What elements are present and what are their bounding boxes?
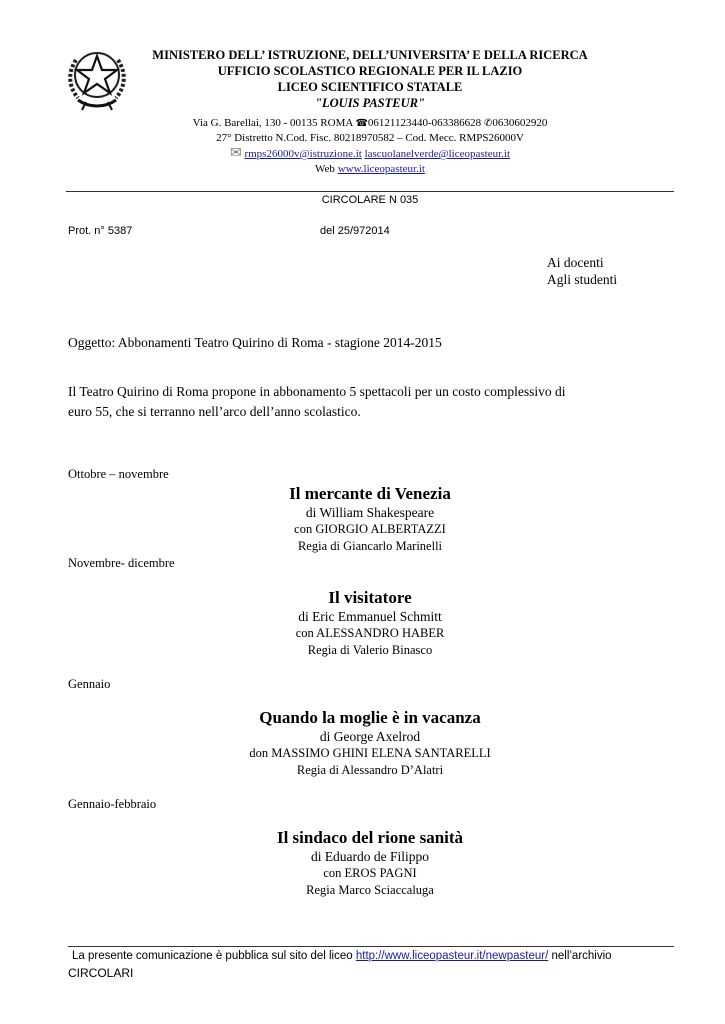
footer-archive: CIRCOLARI	[68, 966, 134, 980]
fax-icon: ✆	[483, 118, 493, 129]
show-author: di Eric Emmanuel Schmitt	[298, 609, 442, 624]
ministry-line: MINISTERO DELL’ ISTRUZIONE, DELL’UNIVERSITA’ E DELLA RICERCA	[152, 48, 588, 62]
header-divider	[66, 191, 674, 192]
show-author: di George Axelrod	[319, 729, 421, 744]
footer-notice	[72, 950, 612, 962]
footer-url-link[interactable]: http://www.liceopasteur.it/newpasteur/	[355, 950, 549, 962]
footer-text: La presente comunicazione è pubblica sul sito del liceo	[72, 950, 353, 962]
mail-icon: ✉	[229, 146, 242, 161]
show-period: Ottobre – novembre	[68, 467, 169, 481]
footer-suffix: nell’archivio	[551, 950, 612, 962]
circular-date: del 25/972014	[320, 225, 390, 237]
email-istruzione-link[interactable]: rmps26000v@istruzione.it	[244, 148, 362, 160]
intro-line-2: euro 55, che si terranno nell’arco dell’anno scolastico.	[68, 404, 361, 419]
district-line: 27° Distretto N.Cod. Fisc. 80218970582 – Cod. Mecc. RMPS26000V	[216, 132, 524, 144]
show-author: di William Shakespeare	[305, 505, 435, 520]
subject-line: Oggetto: Abbonamenti Teatro Quirino di Roma - stagione 2014-2015	[68, 335, 442, 350]
circular-number: CIRCOLARE N 035	[321, 194, 419, 206]
address: Via G. Barellai, 130 - 00135 ROMA	[192, 117, 353, 129]
fax: 0630602920	[492, 117, 548, 129]
show-title: Quando la moglie è in vacanza	[259, 708, 481, 727]
office-line: UFFICIO SCOLASTICO REGIONALE PER IL LAZIO	[217, 64, 523, 78]
show-title: Il sindaco del rione sanità	[276, 828, 464, 847]
intro-line-1: Il Teatro Quirino di Roma propone in abbonamento 5 spettacoli per un costo complessivo di	[68, 384, 566, 399]
email-liceo-link[interactable]: lascuolanelverde@liceopasteur.it	[364, 148, 511, 160]
show-cast: don MASSIMO GHINI ELENA SANTARELLI	[249, 746, 491, 760]
show-period: Gennaio	[68, 677, 111, 691]
show-director: Regia di Giancarlo Marinelli	[297, 539, 443, 553]
email-line	[110, 147, 630, 161]
show-title: Il mercante di Venezia	[289, 484, 451, 503]
web-label: Web	[315, 163, 335, 175]
show-period: Novembre- dicembre	[68, 556, 175, 570]
show-cast: con EROS PAGNI	[323, 866, 417, 880]
show-director: Regia Marco Sciaccaluga	[306, 883, 434, 897]
phones: 06121123440-063386628	[367, 117, 482, 129]
address-line	[110, 116, 630, 131]
show-director: Regia di Alessandro D’Alatri	[296, 763, 444, 777]
footer-divider	[68, 946, 674, 947]
phone-icon: ☎	[355, 118, 368, 129]
recipient-teachers: Ai docenti	[547, 255, 604, 270]
republic-emblem	[64, 42, 130, 112]
protocol-number: Prot. n° 5387	[68, 225, 133, 237]
school-type: LICEO SCIENTIFICO STATALE	[277, 80, 463, 94]
web-line	[110, 162, 630, 176]
show-author: di Eduardo de Filippo	[310, 849, 430, 864]
school-name: "LOUIS PASTEUR"	[315, 96, 425, 110]
show-title: Il visitatore	[328, 588, 412, 607]
recipient-students: Agli studenti	[547, 272, 618, 287]
show-cast: con ALESSANDRO HABER	[295, 626, 445, 640]
show-period: Gennaio-febbraio	[68, 797, 157, 811]
show-director: Regia di Valerio Binasco	[307, 643, 433, 657]
website-link[interactable]: www.liceopasteur.it	[337, 163, 425, 175]
show-cast: con GIORGIO ALBERTAZZI	[294, 522, 446, 536]
